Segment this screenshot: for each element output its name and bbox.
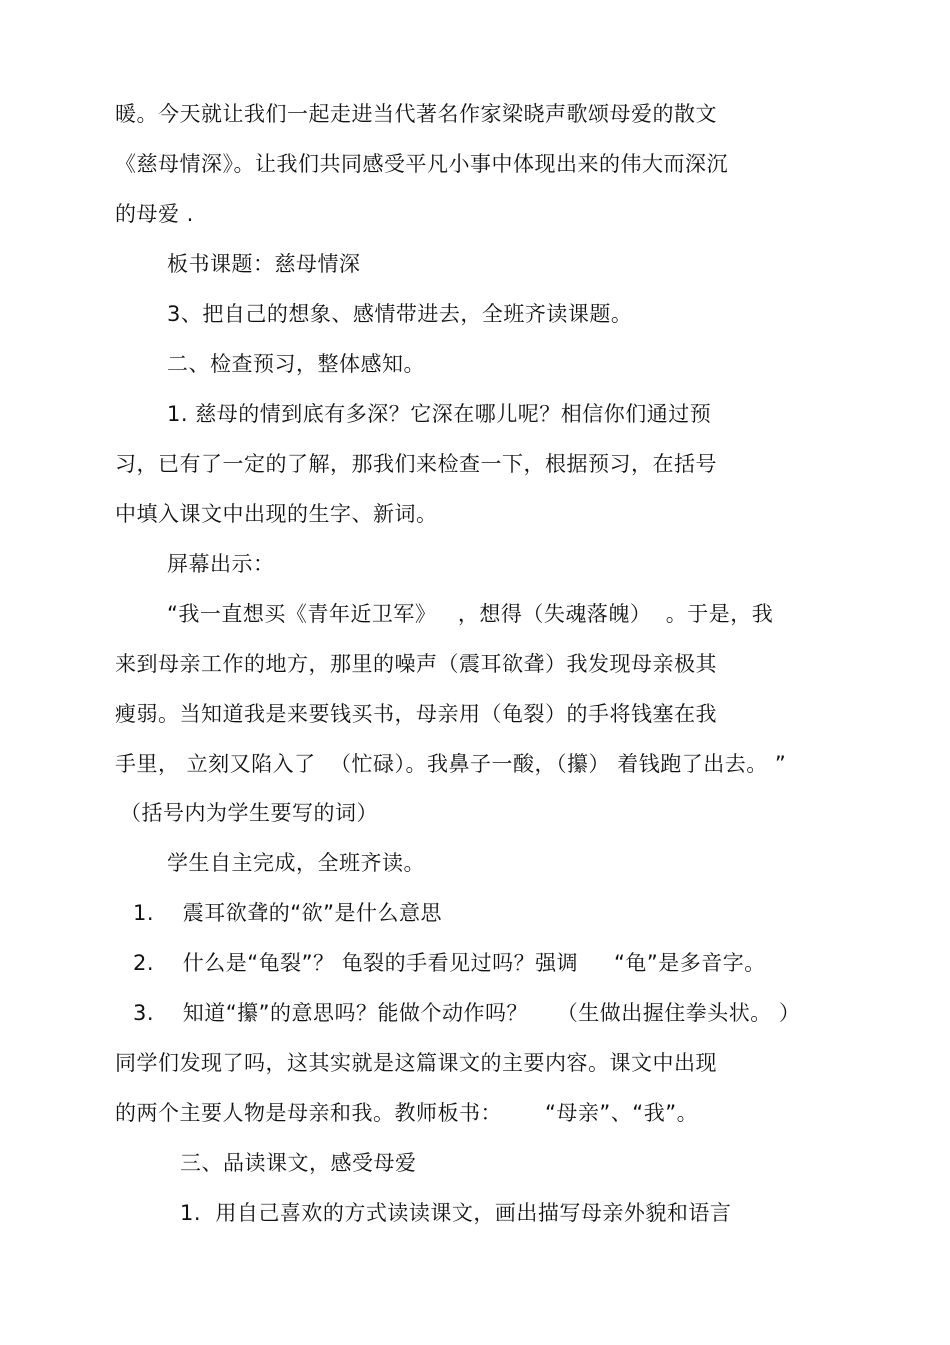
text-line-6: 二、检查预习，整体感知。 xyxy=(167,352,425,376)
text-line-20: 同学们发现了吗，这其实就是这篇课文的主要内容。课文中出现 xyxy=(115,1051,717,1075)
text-line-13: 瘦弱。当知道我是来要钱买书，母亲用（龟裂）的手将钱塞在我 xyxy=(115,702,717,726)
text-line-12: 来到母亲工作的地方，那里的噪声（震耳欲聋）我发现母亲极其 xyxy=(115,652,717,676)
text-line-19: 3. 知道“攥”的意思吗？能做个动作吗？ （生做出握住拳头状。 ） xyxy=(133,1001,801,1025)
text-line-5: 3、把自己的想象、感情带进去，全班齐读课题。 xyxy=(167,302,633,326)
text-line-17: 1. 震耳欲聋的“欲”是什么意思 xyxy=(133,901,442,925)
text-line-1: 暖。今天就让我们一起走进当代著名作家梁晓声歌颂母爱的散文 xyxy=(115,102,717,126)
text-line-23: 1. 用自己喜欢的方式读读课文，画出描写母亲外貌和语言 xyxy=(180,1201,732,1225)
text-line-15: （括号内为学生要写的词） xyxy=(120,801,378,825)
text-line-14: 手里， 立刻又陷入了 （忙碌）。我鼻子一酸，（攥） 着钱跑了出去。 ” xyxy=(115,752,787,776)
text-line-11: “我一直想买《青年近卫军》 ，想得（失魂落魄） 。于是，我 xyxy=(167,602,774,626)
text-line-21: 的两个主要人物是母亲和我。教师板书： “母亲”、“我”。 xyxy=(115,1101,699,1125)
text-line-18: 2. 什么是“龟裂”？ 龟裂的手看见过吗？强调 “龟”是多音字。 xyxy=(133,951,766,975)
text-line-10: 屏幕出示： xyxy=(167,552,275,576)
text-line-9: 中填入课文中出现的生字、新词。 xyxy=(115,502,438,526)
text-line-7: 1. 慈母的情到底有多深？它深在哪儿呢？相信你们通过预 xyxy=(167,402,712,426)
text-line-2: 《慈母情深》。让我们共同感受平凡小事中体现出来的伟大而深沉 xyxy=(115,152,728,176)
text-line-16: 学生自主完成，全班齐读。 xyxy=(167,851,425,875)
text-line-4: 板书课题：慈母情深 xyxy=(167,252,361,276)
text-line-3: 的母爱 . xyxy=(115,202,194,226)
text-line-22: 三、品读课文，感受母爱 xyxy=(180,1151,417,1175)
text-line-8: 习，已有了一定的了解，那我们来检查一下，根据预习，在括号 xyxy=(115,452,717,476)
